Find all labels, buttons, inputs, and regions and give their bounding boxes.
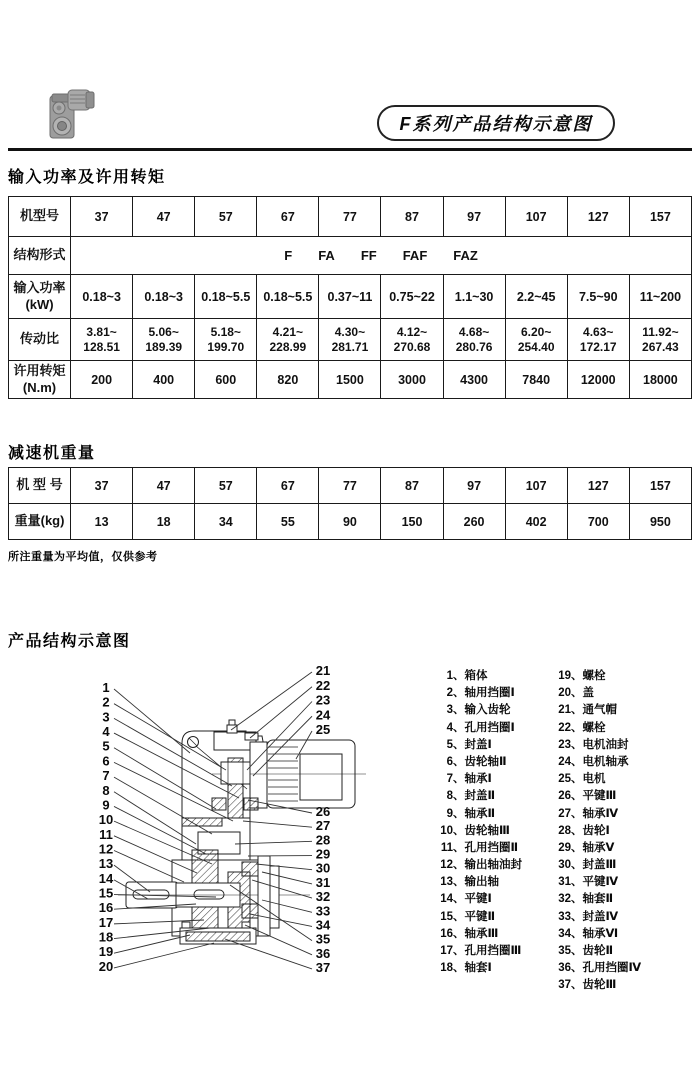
diagram-callout-label: 6 — [102, 753, 110, 769]
section-heading-power: 输入功率及许用转矩 — [8, 169, 166, 186]
diagram-callout-label: 21 — [315, 663, 331, 678]
table-cell: 55 — [257, 504, 319, 540]
part-name: 输出轴油封 — [464, 859, 522, 872]
table-cell: 57 — [195, 468, 257, 504]
diagram-callout-label: 8 — [102, 782, 110, 798]
table-cell: 0.18~3 — [71, 275, 133, 319]
part-item — [554, 806, 690, 823]
table-cell: 600 — [195, 361, 257, 399]
table-cell: 1.1~30 — [443, 275, 505, 319]
part-name: 螺栓 — [582, 721, 606, 734]
part-item — [554, 840, 690, 857]
table-row — [9, 361, 692, 399]
diagram-callout-label: 28 — [315, 832, 331, 848]
row-label: 机型号 — [9, 197, 71, 237]
part-name: 箱体 — [464, 670, 488, 682]
part-item — [554, 737, 690, 754]
table-row — [9, 275, 692, 319]
diagram-callout-label: 37 — [315, 959, 331, 975]
part-separator: 、 — [453, 927, 465, 940]
part-name: 平键Ⅳ — [582, 876, 619, 889]
table-cell: 950 — [629, 504, 691, 540]
part-number: 1 — [446, 670, 453, 682]
table-cell: 90 — [319, 504, 381, 540]
table-cell: 67 — [257, 468, 319, 504]
part-number: 17 — [440, 945, 453, 957]
part-item — [436, 943, 548, 960]
part-separator: 、 — [453, 738, 465, 751]
part-name: 孔用挡圈Ⅳ — [582, 962, 642, 975]
diagram-callout-label: 10 — [98, 812, 114, 828]
row-label: 结构形式 — [9, 237, 71, 275]
part-item — [554, 771, 690, 788]
part-name: 轴套Ⅱ — [582, 893, 614, 906]
part-number: 14 — [440, 893, 453, 906]
part-name: 孔用挡圈Ⅰ — [464, 721, 515, 734]
table-cell: 400 — [133, 361, 195, 399]
part-name: 轴套Ⅰ — [464, 962, 492, 975]
part-name: 螺栓 — [582, 670, 606, 682]
part-name: 齿轮Ⅲ — [582, 979, 617, 992]
part-item — [554, 874, 690, 891]
diagram-callout-label: 5 — [102, 738, 110, 754]
part-separator: 、 — [453, 773, 465, 786]
table-cell: 0.18~5.5 — [195, 275, 257, 319]
diagram-callout-label: 34 — [315, 917, 331, 933]
part-separator: 、 — [453, 755, 465, 768]
table-cell: 5.06~ 189.39 — [133, 319, 195, 361]
table-cell: 107 — [505, 468, 567, 504]
table-cell: 4.68~ 280.76 — [443, 319, 505, 361]
part-number: 12 — [440, 859, 453, 872]
part-separator: 、 — [571, 670, 583, 682]
part-item — [554, 754, 690, 771]
part-separator: 、 — [571, 979, 583, 992]
part-separator: 、 — [571, 962, 583, 975]
table-cell: 47 — [133, 197, 195, 237]
part-separator: 、 — [453, 687, 465, 700]
part-number: 15 — [440, 910, 453, 923]
part-name: 平键Ⅲ — [582, 790, 617, 803]
part-item — [554, 685, 690, 702]
callout-leader-line — [225, 939, 312, 969]
diagram-callout-label: 24 — [315, 707, 331, 723]
part-name: 输出轴 — [464, 876, 499, 889]
part-name: 轴承Ⅱ — [464, 807, 496, 820]
part-name: 电机 — [582, 773, 606, 786]
table-cell: 107 — [505, 197, 567, 237]
table-cell: 37 — [71, 197, 133, 237]
table-cell: 13 — [71, 504, 133, 540]
part-item — [436, 806, 548, 823]
table-cell: 6.20~ 254.40 — [505, 319, 567, 361]
part-separator: 、 — [571, 704, 583, 717]
diagram-callout-label: 22 — [315, 677, 331, 693]
part-separator: 、 — [571, 841, 583, 854]
table-cell: 7840 — [505, 361, 567, 399]
part-number: 18 — [440, 962, 453, 975]
table-cell: 700 — [567, 504, 629, 540]
part-separator: 、 — [571, 945, 583, 957]
part-item — [436, 960, 548, 977]
table-cell: 0.18~5.5 — [257, 275, 319, 319]
diagram-callout-label: 2 — [102, 694, 110, 710]
part-separator: 、 — [453, 876, 465, 889]
table-cell: 3000 — [381, 361, 443, 399]
part-separator: 、 — [453, 721, 465, 734]
table-cell: 97 — [443, 468, 505, 504]
part-number: 8 — [446, 790, 453, 803]
parts-list-left — [436, 668, 548, 977]
part-item — [554, 977, 690, 994]
part-number: 35 — [558, 945, 571, 957]
part-item — [436, 926, 548, 943]
part-name: 轴承Ⅰ — [464, 773, 492, 786]
part-number: 30 — [558, 859, 571, 872]
header-divider — [8, 148, 692, 151]
part-name: 封盖Ⅲ — [582, 859, 617, 872]
part-name: 封盖Ⅱ — [464, 790, 496, 803]
part-separator: 、 — [571, 876, 583, 889]
part-item — [436, 668, 548, 685]
part-number: 5 — [446, 738, 453, 751]
part-number: 23 — [558, 738, 571, 751]
part-item — [436, 737, 548, 754]
weight-table-body — [9, 468, 692, 540]
diagram-callout-label: 17 — [98, 914, 114, 930]
part-number: 36 — [558, 962, 571, 975]
weight-table — [8, 467, 692, 540]
part-number: 6 — [446, 755, 453, 768]
part-name: 齿轮轴Ⅲ — [464, 824, 510, 837]
diagram-callout-label: 1 — [102, 680, 110, 695]
diagram-callout-label: 15 — [98, 885, 114, 901]
part-separator: 、 — [453, 824, 465, 837]
part-number: 27 — [558, 807, 571, 820]
table-row — [9, 468, 692, 504]
row-label: 许用转矩 (N.m) — [9, 361, 71, 399]
diagram-callout-label: 12 — [98, 841, 114, 857]
callout-leader-line — [243, 821, 312, 827]
table-cell: 4.12~ 270.68 — [381, 319, 443, 361]
diagram-callout-label: 14 — [98, 870, 114, 886]
part-item — [554, 891, 690, 908]
part-number: 11 — [440, 841, 453, 854]
table-cell: 0.37~11 — [319, 275, 381, 319]
part-number: 13 — [440, 876, 453, 889]
table-cell — [71, 237, 692, 275]
power-torque-table — [8, 196, 692, 399]
product-photo — [42, 84, 98, 142]
part-separator: 、 — [571, 927, 583, 940]
part-item — [436, 857, 548, 874]
table-cell: 157 — [629, 197, 691, 237]
part-number: 2 — [446, 687, 453, 700]
part-number: 29 — [558, 841, 571, 854]
row-label: 传动比 — [9, 319, 71, 361]
part-separator: 、 — [453, 841, 465, 854]
part-name: 齿轮轴Ⅱ — [464, 755, 507, 768]
part-item — [554, 823, 690, 840]
part-item — [554, 668, 690, 685]
table-cell: 402 — [505, 504, 567, 540]
part-number: 28 — [558, 824, 571, 837]
part-separator: 、 — [571, 859, 583, 872]
table-cell: 0.75~22 — [381, 275, 443, 319]
diagram-callout-label: 33 — [315, 903, 331, 919]
diagram-callout-label: 16 — [98, 900, 114, 916]
part-name: 电机油封 — [582, 738, 629, 751]
diagram-callout-label: 31 — [315, 874, 331, 890]
part-name: 电机轴承 — [582, 755, 629, 768]
diagram-callout-label: 11 — [99, 826, 113, 842]
table-cell: 67 — [257, 197, 319, 237]
part-number: 20 — [558, 687, 571, 700]
structure-forms: F FA FF FAF FAZ — [284, 248, 478, 263]
section-heading-weight: 减速机重量 — [8, 445, 96, 462]
part-number: 7 — [446, 773, 453, 786]
part-separator: 、 — [571, 721, 583, 734]
part-name: 轴承Ⅵ — [582, 927, 619, 940]
part-number: 4 — [446, 721, 453, 734]
table-cell: 12000 — [567, 361, 629, 399]
part-number: 3 — [446, 704, 453, 717]
table-row — [9, 237, 692, 275]
table-cell: 127 — [567, 468, 629, 504]
part-number: 22 — [558, 721, 571, 734]
row-label: 输入功率 (kW) — [9, 275, 71, 319]
table-cell: 5.18~ 199.70 — [195, 319, 257, 361]
part-item — [436, 754, 548, 771]
part-number: 9 — [446, 807, 453, 820]
part-separator: 、 — [571, 773, 583, 786]
diagram-callout-label: 20 — [98, 958, 114, 974]
table-cell: 77 — [319, 468, 381, 504]
diagram-callout-label: 30 — [315, 860, 331, 876]
table-row — [9, 319, 692, 361]
part-item — [436, 771, 548, 788]
part-name: 孔用挡圈Ⅱ — [464, 841, 519, 854]
part-item — [436, 874, 548, 891]
part-separator: 、 — [453, 962, 465, 975]
table-cell: 127 — [567, 197, 629, 237]
diagram-callout-label: 35 — [315, 931, 331, 947]
table-cell: 18000 — [629, 361, 691, 399]
table-cell: 4300 — [443, 361, 505, 399]
part-separator: 、 — [571, 893, 583, 906]
part-separator: 、 — [571, 910, 583, 923]
part-name: 轴承Ⅴ — [582, 841, 615, 854]
part-separator: 、 — [453, 910, 465, 923]
diagram-callout-label: 26 — [315, 804, 331, 819]
table-cell: 260 — [443, 504, 505, 540]
power-torque-table-body — [9, 197, 692, 399]
part-name: 输入齿轮 — [464, 704, 511, 717]
part-number: 19 — [558, 670, 571, 682]
table-row — [9, 504, 692, 540]
part-name: 孔用挡圈Ⅲ — [464, 945, 522, 957]
part-name: 封盖Ⅳ — [582, 910, 619, 923]
part-item — [554, 909, 690, 926]
part-item — [436, 891, 548, 908]
diagram-callout-label: 23 — [315, 692, 331, 708]
table-cell: 4.63~ 172.17 — [567, 319, 629, 361]
diagram-callout-label: 7 — [102, 768, 110, 784]
diagram-callout-label: 13 — [98, 856, 114, 872]
table-cell: 2.2~45 — [505, 275, 567, 319]
diagram-callout-label: 9 — [102, 797, 110, 813]
diagram-callout-label: 3 — [102, 709, 110, 725]
part-number: 10 — [440, 824, 453, 837]
part-separator: 、 — [571, 755, 583, 768]
part-number: 21 — [558, 704, 571, 717]
callout-leader-line — [114, 943, 214, 968]
part-name: 平键Ⅱ — [464, 910, 496, 923]
diagram-callout-label: 32 — [315, 889, 331, 905]
section-heading-structure: 产品结构示意图 — [8, 633, 131, 650]
weight-note: 所注重量为平均值，仅供参考 — [8, 551, 158, 563]
part-number: 33 — [558, 910, 571, 923]
part-item — [436, 720, 548, 737]
table-cell: 7.5~90 — [567, 275, 629, 319]
callout-leader-line — [114, 689, 190, 753]
part-item — [554, 702, 690, 719]
callout-leader-line — [231, 672, 312, 730]
table-cell: 1500 — [319, 361, 381, 399]
table-cell: 4.21~ 228.99 — [257, 319, 319, 361]
part-separator: 、 — [453, 670, 465, 682]
part-separator: 、 — [453, 807, 465, 820]
table-cell: 87 — [381, 197, 443, 237]
part-number: 37 — [558, 979, 571, 992]
part-separator: 、 — [453, 704, 465, 717]
part-separator: 、 — [571, 687, 583, 700]
table-cell: 34 — [195, 504, 257, 540]
part-name: 封盖Ⅰ — [464, 738, 492, 751]
part-item — [436, 702, 548, 719]
part-item — [554, 926, 690, 943]
part-name: 轴承Ⅳ — [582, 807, 619, 820]
part-item — [554, 788, 690, 805]
part-number: 34 — [558, 927, 571, 940]
table-cell: 157 — [629, 468, 691, 504]
part-name: 盖 — [582, 687, 594, 700]
table-cell: 77 — [319, 197, 381, 237]
part-number: 16 — [440, 927, 453, 940]
part-name: 轴用挡圈Ⅰ — [464, 687, 515, 700]
gear-motor-photo-icon — [50, 90, 94, 138]
row-label: 重量(kg) — [9, 504, 71, 540]
table-cell: 57 — [195, 197, 257, 237]
part-item — [554, 720, 690, 737]
part-number: 25 — [558, 773, 571, 786]
table-cell: 200 — [71, 361, 133, 399]
row-label: 机 型 号 — [9, 468, 71, 504]
parts-list-right — [554, 668, 690, 995]
table-cell: 97 — [443, 197, 505, 237]
part-name: 齿轮Ⅱ — [582, 945, 614, 957]
diagram-callout-label: 29 — [315, 846, 331, 862]
part-item — [436, 823, 548, 840]
part-item — [554, 943, 690, 960]
table-row — [9, 197, 692, 237]
diagram-callout-label: 36 — [315, 945, 331, 961]
part-separator: 、 — [571, 824, 583, 837]
table-cell: 87 — [381, 468, 443, 504]
part-item — [436, 909, 548, 926]
diagram-callout-label: 18 — [98, 929, 114, 945]
diagram-callout-label: 27 — [315, 818, 331, 834]
part-item — [436, 840, 548, 857]
part-separator: 、 — [453, 945, 465, 957]
table-cell: 3.81~ 128.51 — [71, 319, 133, 361]
part-number: 31 — [558, 876, 571, 889]
part-name: 轴承Ⅲ — [464, 927, 499, 940]
part-separator: 、 — [571, 738, 583, 751]
title-badge-label: F系列产品结构示意图 — [399, 114, 593, 134]
table-cell: 37 — [71, 468, 133, 504]
part-item — [436, 685, 548, 702]
part-name: 齿轮Ⅰ — [582, 824, 610, 837]
part-separator: 、 — [453, 790, 465, 803]
table-cell: 0.18~3 — [133, 275, 195, 319]
table-cell: 47 — [133, 468, 195, 504]
table-cell: 11~200 — [629, 275, 691, 319]
table-cell: 820 — [257, 361, 319, 399]
part-item — [436, 788, 548, 805]
title-badge — [377, 105, 615, 141]
table-cell: 18 — [133, 504, 195, 540]
diagram-callout-label: 4 — [102, 724, 110, 740]
part-separator: 、 — [571, 790, 583, 803]
table-cell: 4.30~ 281.71 — [319, 319, 381, 361]
part-separator: 、 — [453, 893, 465, 906]
part-number: 24 — [558, 755, 571, 768]
part-item — [554, 857, 690, 874]
table-cell: 11.92~ 267.43 — [629, 319, 691, 361]
part-separator: 、 — [571, 807, 583, 820]
part-item — [554, 960, 690, 977]
diagram-callout-label: 25 — [315, 722, 331, 737]
part-number: 26 — [558, 790, 571, 803]
diagram-callout-label: 19 — [98, 944, 114, 960]
part-separator: 、 — [453, 859, 465, 872]
part-name: 通气帽 — [582, 704, 617, 717]
table-cell: 150 — [381, 504, 443, 540]
part-name: 平键Ⅰ — [464, 893, 492, 906]
part-number: 32 — [558, 893, 571, 906]
structure-diagram — [0, 646, 420, 1024]
